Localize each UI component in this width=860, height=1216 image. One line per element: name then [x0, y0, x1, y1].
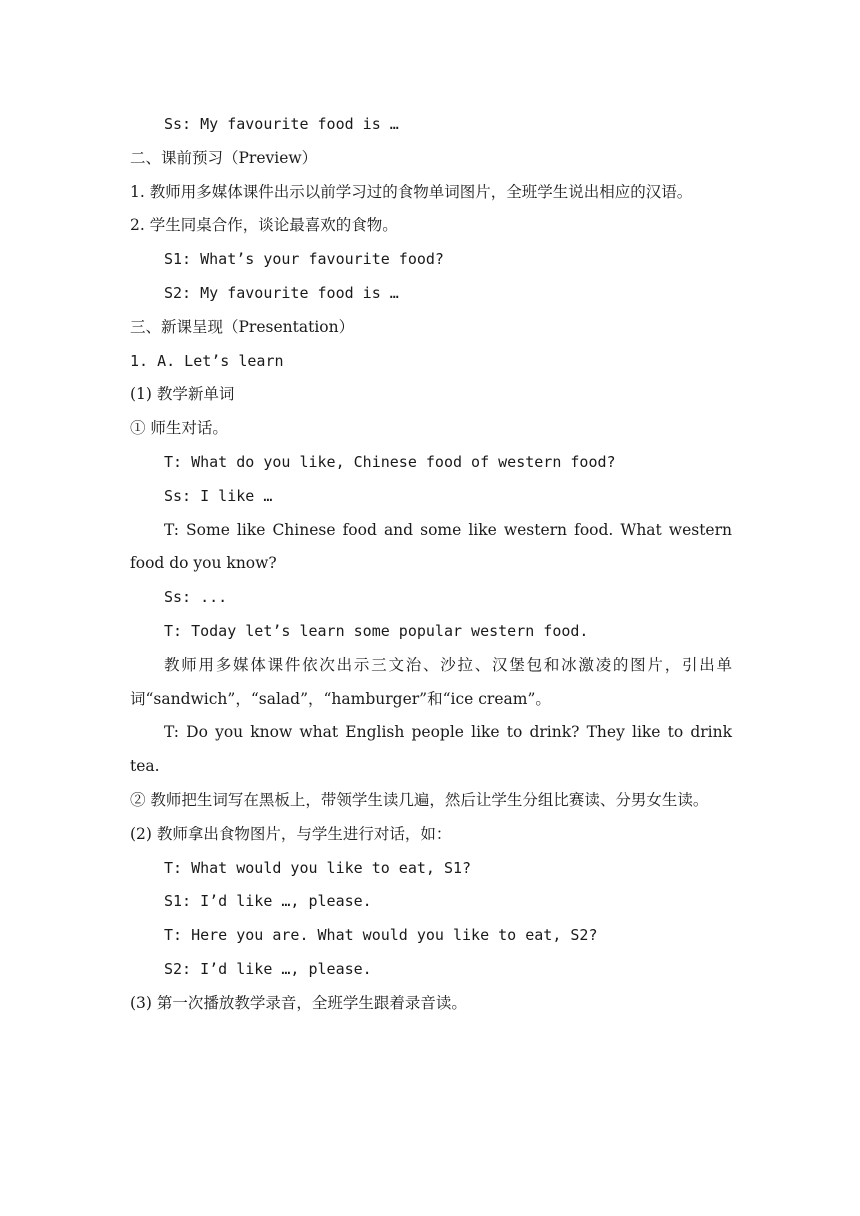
step-item: ② 教师把生词写在黑板上，带领学生读几遍，然后让学生分组比赛读、分男女生读。	[130, 790, 709, 809]
dialogue-line: T: Here you are. What would you like to eat, S2?	[164, 926, 598, 945]
dialogue-line: T: What would you like to eat, S1?	[164, 858, 472, 877]
step-item: ① 师生对话。	[130, 419, 228, 438]
step-heading: (2) 教师拿出食物图片，与学生进行对话，如：	[130, 824, 452, 843]
subsection-heading: 1. A. Let’s learn	[130, 351, 284, 370]
dialogue-paragraph: T: Do you know what English people like to drink? They like to drink tea.	[130, 723, 732, 776]
paragraph: 1. 教师用多媒体课件出示以前学习过的食物单词图片，全班学生说出相应的汉语。	[130, 182, 693, 201]
dialogue-paragraph: T: Some like Chinese food and some like western food. What western food do you know?	[130, 520, 732, 573]
dialogue-line: Ss: I like …	[164, 486, 273, 505]
dialogue-line: Ss: My favourite food is …	[164, 115, 399, 133]
dialogue-line: S1: I’d like …, please.	[164, 892, 372, 911]
section-heading: 三、新课呈现（Presentation）	[130, 317, 355, 336]
dialogue-line: T: What do you like, Chinese food of western food?	[164, 452, 616, 471]
dialogue-line: S2: I’d like …, please.	[164, 959, 372, 978]
dialogue-line: T: Today let’s learn some popular western food.	[164, 621, 589, 640]
dialogue-line: Ss: ...	[164, 588, 228, 607]
step-heading: (1) 教学新单词	[130, 385, 235, 404]
paragraph: 2. 学生同桌合作，谈论最喜欢的食物。	[130, 216, 398, 235]
step-heading: (3) 第一次播放教学录音，全班学生跟着录音读。	[130, 993, 467, 1012]
dialogue-line: S2: My favourite food is …	[164, 283, 399, 302]
dialogue-line: S1: What’s your favourite food?	[164, 250, 444, 269]
section-heading: 二、课前预习（Preview）	[130, 148, 318, 167]
paragraph: 教师用多媒体课件依次出示三文治、沙拉、汉堡包和冰激凌的图片，引出单词“sandwich”，“salad”，“hamburger”和“ice cream”。	[130, 655, 732, 708]
